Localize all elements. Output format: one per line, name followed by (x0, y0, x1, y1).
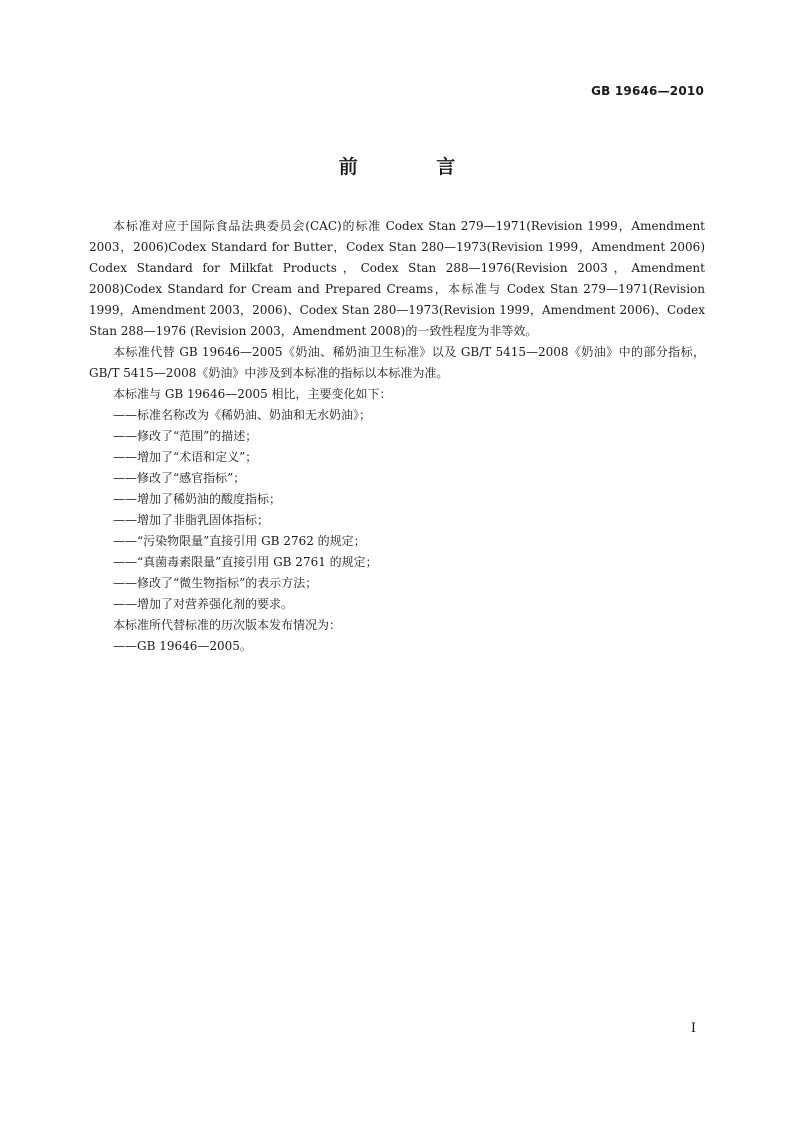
replacement-paragraph: 本标准代替 GB 19646—2005《奶油、稀奶油卫生标准》以及 GB/T 5415—2008《奶油》中的部分指标，GB/T 5415—2008《奶油》中涉及到本标准的指标以本标准为准。 (89, 345, 705, 380)
history-list (89, 636, 705, 657)
correspondence-paragraph: 本标准对应于国际食品法典委员会(CAC)的标准 Codex Stan 279—1971(Revision 1999，Amendment 2003，2006)Codex Standard for Butter，Codex Stan 280—1973(Revision 1999，Amendment 2006) Codex Standard for Milkfat Products，Codex Stan 288—1976(Revision 2003，Amendment 2008)Codex Standard for Cream and Prepared Creams，本标准与 Codex Stan 279—1971(Revision 1999，Amendment 2003，2006)、Codex Stan 280—1973(Revision 1999，Amendment 2006)、Codex Stan 288—1976 (Revision 2003，Amendment 2008)的一致性程度为非等效。 (89, 219, 705, 338)
page-title: 前 言 (338, 156, 492, 178)
change-item: ——修改了“感官指标”； (113, 471, 246, 485)
standard-code: GB 19646—2010 (591, 84, 704, 98)
change-item: ——“真菌毒素限量”直接引用 GB 2761 的规定； (113, 555, 378, 569)
history-intro: 本标准所代替标准的历次版本发布情况为： (113, 618, 342, 632)
change-item: ——增加了“术语和定义”； (113, 450, 258, 464)
page-number: I (690, 1021, 696, 1036)
change-item: ——修改了“范围”的描述； (113, 429, 258, 443)
change-item: ——增加了非脂乳固体指标； (113, 513, 270, 527)
change-item: ——“污染物限量”直接引用 GB 2762 的规定； (113, 534, 366, 548)
change-item: ——增加了稀奶油的酸度指标； (113, 492, 282, 506)
history-item: ——GB 19646—2005。 (113, 639, 252, 653)
change-item: ——增加了对营养强化剂的要求。 (113, 597, 294, 611)
change-item: ——标准名称改为《稀奶油、奶油和无水奶油》； (113, 408, 372, 422)
changes-list (89, 405, 705, 615)
change-item: ——修改了“微生物指标”的表示方法； (113, 576, 318, 590)
changes-intro: 本标准与 GB 19646—2005 相比，主要变化如下： (113, 387, 392, 401)
foreword-body (89, 216, 705, 657)
